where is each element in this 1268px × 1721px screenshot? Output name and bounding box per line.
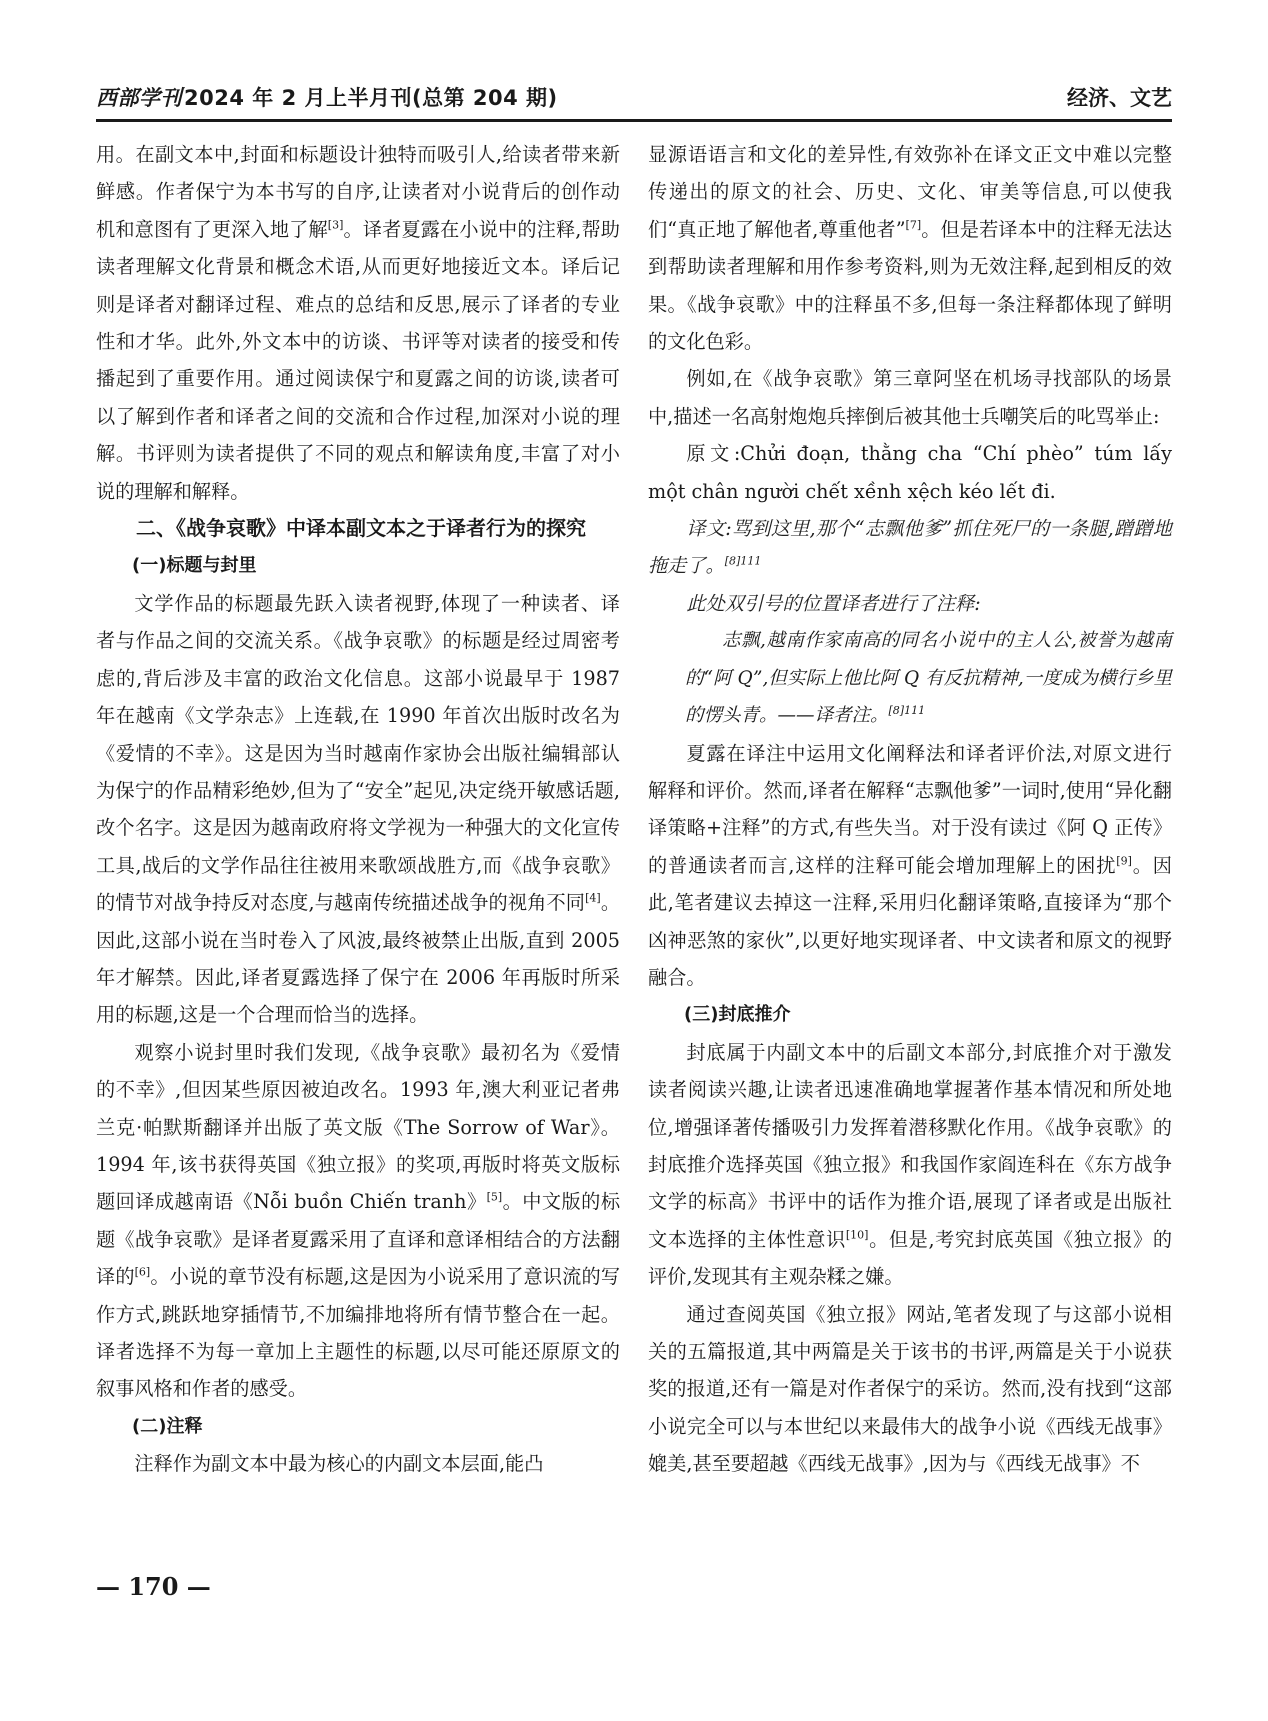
paragraph: 用。在副文本中,封面和标题设计独特而吸引人,给读者带来新鲜感。作者保宁为本书写的自序,让读者对小说背后的创作动机和意图有了更深入地了解[3]。译者夏露在小说中的注释,帮助读者理解文化背景和概念术语,从而更好地接近文本。译后记则是译者对翻译过程、难点的总结和反思,展示了译者的专业性和才华。此外,外文本中的访谈、书评等对读者的接受和传播起到了重要作用。通过阅读保宁和夏露之间的访谈,读者可以了解到作者和译者之间的交流和合作过程,加深对小说的理解。书评则为读者提供了不同的观点和解读角度,丰富了对小说的理解和解释。 bbox=[96, 143, 620, 503]
paragraph: 显源语语言和文化的差异性,有效弥补在译文正文中难以完整传递出的原文的社会、历史、文化、审美等信息,可以使我们“真正地了解他者,尊重他者”[7]。但是若译本中的注释无法达到帮助读者理解和用作参考资料,则为无效注释,起到相反的效果。《战争哀歌》中的注释虽不多,但每一条注释都体现了鲜明的文化色彩。 bbox=[648, 143, 1173, 354]
citation: [6] bbox=[134, 1265, 151, 1279]
original-text: 原文:Chửi đoạn, thằng cha “Chí phèo” túm lấy một chân người chết xềnh xệch kéo lết đi. bbox=[648, 442, 1172, 503]
journal-header bbox=[96, 82, 558, 112]
paragraph: 注释作为副文本中最为核心的内副文本层面,能凸 bbox=[134, 1452, 544, 1476]
paragraph: 例如,在《战争哀歌》第三章阿坚在机场寻找部队的场景中,描述一名高射炮炮兵摔倒后被其他士兵嘲笑后的叱骂举止: bbox=[648, 367, 1172, 428]
translated-text: 译文:骂到这里,那个“志飘他爹”抓住死尸的一条腿,蹭蹭地拖走了。$^{[8]111}$ bbox=[648, 517, 1172, 578]
citation: [3] bbox=[327, 218, 344, 232]
page-header bbox=[96, 70, 1172, 122]
citation: [8]111 bbox=[724, 555, 762, 569]
paragraph: 夏露在译注中运用文化阐释法和译者评价法,对原文进行解释和评价。然而,译者在解释“志飘他爹”一词时,使用“异化翻译策略+注释”的方式,有些失当。对于没有读过《阿 Q 正传》的普通读者而言,这样的注释可能会增加理解上的困扰[9]。因此,笔者建议去掉这一注释,采用归化翻译策略,直接译为“那个凶神恶煞的家伙”,以更好地实现译者、中文读者和原文的视野融合。 bbox=[648, 741, 1172, 989]
subsection-heading: (二)注释 bbox=[132, 1415, 203, 1437]
issue-info: 2024 年 2 月上半月刊(总第 204 期) bbox=[184, 86, 558, 110]
header-rule bbox=[96, 119, 1172, 122]
paragraph: 封底属于内副文本中的后副文本部分,封底推介对于激发读者阅读兴趣,让读者迅速准确地掌握著作基本情况和所处地位,增强译著传播吸引力发挥着潜移默化作用。《战争哀歌》的封底推介选择英国《独立报》和我国作家阎连科在《东方战争文学的标高》书评中的话作为推介语,展现了译者或是出版社文本选择的主体性意识[10]。但是,考究封底英国《独立报》的评价,发现其有主观杂糅之嫌。 bbox=[648, 1040, 1173, 1289]
right-column bbox=[648, 136, 1172, 1483]
section-label: 经济、文艺 bbox=[1067, 86, 1172, 110]
citation: [9] bbox=[1116, 854, 1132, 868]
citation: [4] bbox=[585, 891, 601, 905]
citation: [7] bbox=[905, 218, 922, 232]
paragraph: 文学作品的标题最先跃入读者视野,体现了一种读者、译者与作品之间的交流关系。《战争哀歌》的标题是经过周密考虑的,背后涉及丰富的政治文化信息。这部小说最早于 1987 年在越南《文学杂志》上连载,在 1990 年首次出版时改名为《爱情的不幸》。这是因为当时越南作家协会出版社编辑部认为保宁的作品精彩绝妙,但为了“安全”起见,决定绕开敏感话题,改个名字。这是因为越南政府将文学视为一种强大的文化宣传工具,战后的文学作品往往被用来歌颂战胜方,而《战争哀歌》的情节对战争持反对态度,与越南传统描述战争的视角不同[4]。因此,这部小说在当时卷入了风波,最终被禁止出版,直到 2005 年才解禁。因此,译者夏露选择了保宁在 2006 年再版时所采用的标题,这是一个合理而恰当的选择。 bbox=[96, 591, 621, 1027]
paragraph: 观察小说封里时我们发现,《战争哀歌》最初名为《爱情的不幸》,但因某些原因被迫改名。1993 年,澳大利亚记者弗兰克·帕默斯翻译并出版了英文版《The Sorrow of War》。1994 年,该书获得英国《独立报》的奖项,再版时将英文版标题回译成越南语《Nỗi buồn Chiến tranh》[5]。中文版的标题《战争哀歌》是译者夏露采用了直译和意译相结合的方法翻译的[6]。小说的章节没有标题,这是因为小说采用了意识流的写作方式,跳跃地穿插情节,不加编排地将所有情节整合在一起。译者选择不为每一章加上主题性的标题,以尽可能还原原文的叙事风格和作者的感受。 bbox=[96, 1040, 621, 1401]
citation: [10] bbox=[845, 1228, 869, 1242]
section-heading: 二、《战争哀歌》中译本副文本之于译者行为的探究 bbox=[136, 516, 586, 541]
subsection-heading: (一)标题与封里 bbox=[132, 555, 257, 577]
paragraph: 通过查阅英国《独立报》网站,笔者发现了与这部小说相关的五篇报道,其中两篇是关于该书的书评,两篇是关于小说获奖的报道,还有一篇是对作者保宁的采访。然而,没有找到“这部小说完全可以与本世纪以来最伟大的战争小说《西线无战事》媲美,甚至要超越《西线无战事》,因为与《西线无战事》不 bbox=[648, 1302, 1172, 1476]
left-column bbox=[96, 136, 620, 1483]
translator-note: 志飘,越南作家南高的同名小说中的主人公,被誉为越南的“阿 Q”,但实际上他比阿 Q 有反抗精神,一度成为横行乡里的愣头青。——译者注。$^{[8]111}$ bbox=[685, 630, 1172, 727]
citation: [8]111 bbox=[888, 703, 926, 717]
journal-logo: 西部学刊 bbox=[96, 85, 182, 110]
citation: [5] bbox=[486, 1190, 503, 1204]
paragraph: 此处双引号的位置译者进行了注释: bbox=[686, 591, 981, 615]
subsection-heading: (三)封底推介 bbox=[684, 1004, 791, 1026]
page-number: — 170 — bbox=[96, 1572, 211, 1601]
